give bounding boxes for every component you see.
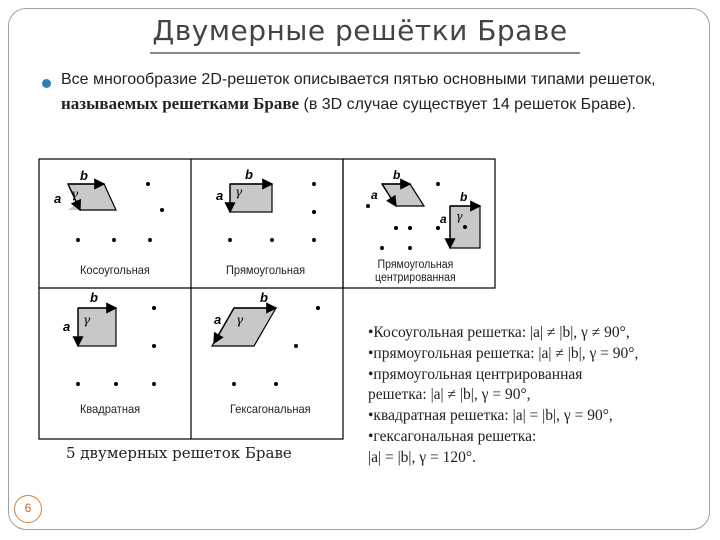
description-line: •прямоугольная решетка: |a| ≠ |b|, γ = 90°, <box>368 344 639 362</box>
description-line: •квадратная решетка: |a| = |b|, γ = 90°, <box>368 407 613 425</box>
label-b-2: b <box>460 190 468 204</box>
label-centered-line1: Прямоугольная <box>377 259 454 271</box>
label-square: Квадратная <box>80 402 141 416</box>
rectangular-lattice <box>216 167 316 242</box>
label-a: a <box>63 319 71 334</box>
description-line: •прямоугольная центрированная <box>368 365 583 383</box>
label-a: a <box>214 312 222 327</box>
intro-text-2: (в 3D случае существует 14 решеток Браве). <box>299 96 636 113</box>
slide-title: Двумерные решётки Браве <box>152 14 568 47</box>
square-lattice <box>63 290 156 386</box>
intro-text-1: Все многообразие 2D-решеток описывается пятью основными типами решеток, <box>61 71 656 88</box>
hexagonal-lattice <box>212 290 320 386</box>
label-centered-rectangular <box>375 259 456 285</box>
label-b: b <box>260 290 268 305</box>
label-hexagonal: Гексагональная <box>230 402 311 416</box>
bullet-icon <box>42 79 51 88</box>
label-a: a <box>216 188 224 203</box>
description-line: •гексагональная решетка: <box>368 427 537 445</box>
label-centered-line2: центрированная <box>375 272 456 284</box>
description-line: •Косоугольная решетка: |a| ≠ |b|, γ ≠ 90°, <box>368 324 630 341</box>
label-a: a <box>371 188 378 202</box>
title-underline <box>150 52 580 54</box>
label-b: b <box>90 290 98 305</box>
page-number: 6 <box>24 501 32 515</box>
label-rectangular: Прямоугольная <box>226 263 306 277</box>
description-line: решетка: |a| ≠ |b|, γ = 90°, <box>368 386 531 404</box>
lattice-descriptions <box>368 323 713 469</box>
description-line: |a| = |b|, γ = 120°. <box>368 448 476 466</box>
intro-bold: называемых решетками Браве <box>61 94 300 113</box>
intro-paragraph <box>61 68 701 117</box>
label-b: b <box>393 168 401 182</box>
hexagonal-cell <box>212 308 276 346</box>
label-gamma: γ <box>456 210 463 223</box>
label-gamma: γ <box>71 187 79 201</box>
label-gamma: γ <box>236 313 244 327</box>
label-oblique: Косоугольная <box>80 263 150 277</box>
label-gamma: γ <box>83 313 91 327</box>
label-b: b <box>80 168 88 183</box>
label-a-2: a <box>440 212 447 226</box>
figure-caption: 5 двумерных решеток Браве <box>66 444 292 462</box>
label-b: b <box>245 167 253 182</box>
label-gamma: γ <box>235 185 243 199</box>
label-a: a <box>54 191 62 206</box>
centered-rectangular-lattice <box>366 168 480 250</box>
oblique-lattice <box>54 168 164 242</box>
